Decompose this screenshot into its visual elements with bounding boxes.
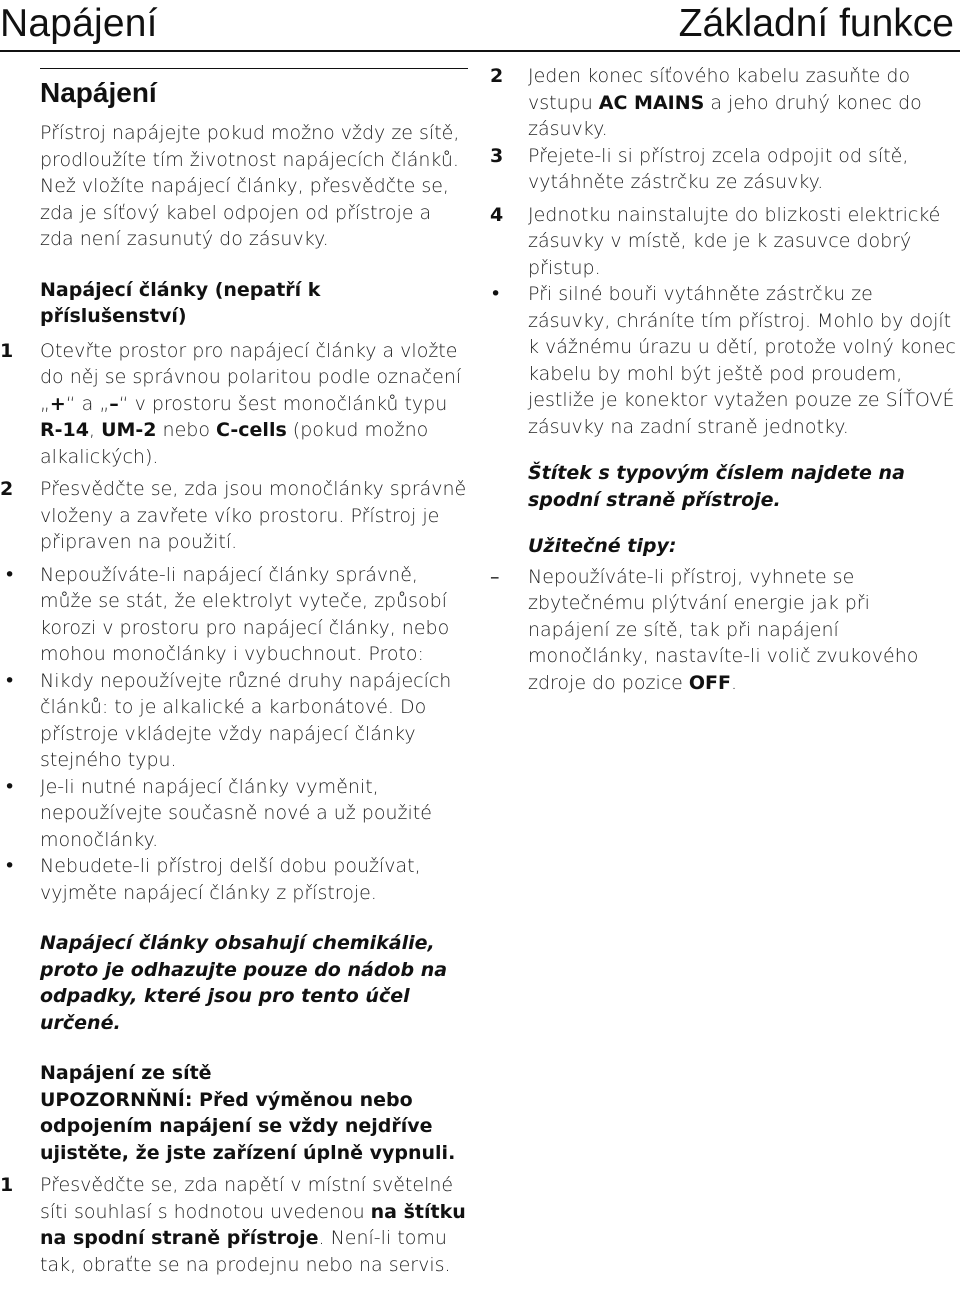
battery-step-1: 1 Otevřte prostor pro napájecí články a vložte do něj se správnou polaritou podle označení „+“ a „–“ v prostoru šest monočlánků typu R-14, UM-2 nebo C-cells (pokud možno alkalických). — [0, 339, 462, 468]
bullet-marker: • — [4, 563, 16, 586]
battery-step-2: 2 Přesvědčte se, zda jsou monočlánky správně vloženy a zavřete víko prostoru. Přístroj je připraven na použití. — [0, 478, 467, 553]
bullet-marker: • — [4, 855, 16, 877]
column-divider — [40, 68, 468, 69]
step-number: 1 — [0, 339, 14, 362]
left-column — [0, 76, 468, 1278]
battery-bullet-3: • Je-li nutné napájecí články vyměnit, nepoužívejte současně nové a už použité monočlánky. — [4, 775, 432, 851]
dash-marker: – — [490, 565, 500, 588]
mains-step-3: 3 Přejete-li si přístroj zcela odpojit od sítě, vytáhněte zástrčku ze zásuvky. — [490, 144, 909, 193]
step-number: 2 — [490, 65, 504, 87]
intro-paragraph: Přístroj napájejte pokud možno vždy ze sítě, prodloužíte tím životnost napájecích článků. Než vložíte napájecí články, přesvědčte se, zda je síťový kabel odpojen od přístroje a zda není zasunutý do zásuvky. — [40, 122, 460, 250]
bullet-marker: • — [490, 283, 502, 305]
battery-bullet-4: • Nebudete-li přístroj delší dobu používat, vyjměte napájecí články z přístroje. — [4, 855, 421, 904]
section-heading: Napájení — [40, 77, 157, 108]
step-number: 1 — [0, 1174, 14, 1196]
label-location-note: Štítek s typovým číslem najdete na spodní straně přístroje. — [528, 462, 905, 511]
header-divider — [0, 50, 960, 52]
storm-bullet: • Při silné bouři vytáhněte zástrčku ze zásuvky, chráníte tím přístroj. Mohlo by dojít k vážnému úrazu u dětí, protože volný konec kabelu by mohl být ještě pod proudem, jestliže je konektor vytažen pouze ze SÍŤOVÉ zásuvky na zadní straně jednotky. — [490, 283, 956, 438]
mains-heading: Napájení ze sítě — [40, 1062, 212, 1084]
chemicals-warning: Napájecí články obsahují chemikálie, proto je odhazujte pouze do nádob na odpadky, které jsou pro tento účel určené. — [40, 932, 448, 1034]
step-number: 2 — [0, 478, 14, 500]
batteries-heading: Napájecí články (nepatří k příslušenství) — [40, 278, 321, 327]
page-header-chapter: Základní funkce — [678, 2, 954, 45]
right-column — [490, 63, 956, 696]
tips-heading: Užitečné tipy: — [528, 535, 677, 557]
tip-item: – Nepoužíváte-li přístroj, vyhnete se zbytečnému plýtvání energie jak při napájení ze sítě, tak při napájení monočlánky, nastavíte-li volič zvukového zdroje do pozice OFF. — [490, 565, 919, 694]
bullet-marker: • — [4, 775, 16, 798]
page-header-section: Napájení — [0, 2, 158, 45]
mains-step-4: 4 Jednotku nainstalujte do blizkosti elektrické zásuvky v místě, kde je k zasuvce dobrý přistup. — [490, 203, 941, 279]
battery-bullet-2: • Nikdy nepoužívejte různé druhy napájecích článků: to je alkalické a karbonátové. Do přístroje vkládejte vždy napájecí články stejného typu. — [4, 669, 452, 771]
mains-step-2: 2 Jeden konec síťového kabelu zasuňte do vstupu AC MAINS a jeho druhý konec do zásuvky. — [490, 65, 922, 140]
step-number: 3 — [490, 144, 504, 167]
mains-warning: UPOZORNŇNÍ: Před výměnou nebo odpojením napájení se vždy nejdříve ujistěte, že jste zařízení úplně vypnuli. — [40, 1088, 456, 1164]
battery-bullet-1: • Nepoužíváte-li napájecí články správně, může se stát, že elektrolyt vyteče, způsobí korozi v prostoru pro napájecí články, nebo mohou monočlánky i vybuchnout. Proto: — [4, 563, 450, 665]
mains-step-1: 1 Přesvědčte se, zda napětí v místní světelné síti souhlasí s hodnotou uvedenou na štítku na spodní straně přístroje. Není-li tomu tak, obraťte se na prodejnu nebo na servis. — [0, 1174, 466, 1276]
bullet-marker: • — [4, 669, 16, 692]
step-number: 4 — [490, 203, 504, 226]
